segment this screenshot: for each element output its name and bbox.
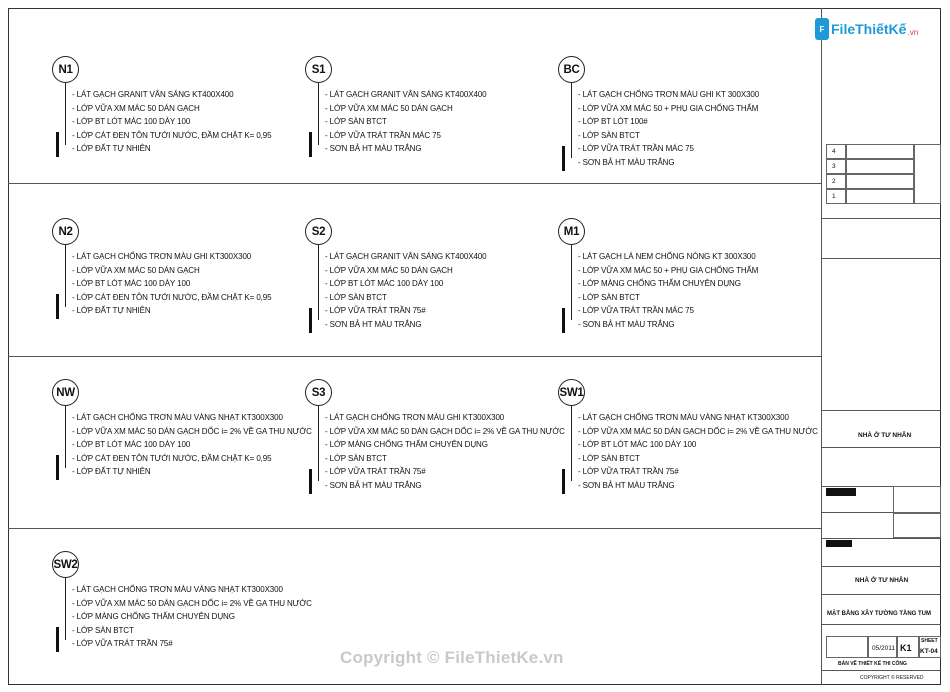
layer-line: - LỚP VỮA XM MÁC 50 DÁN GẠCH bbox=[72, 103, 200, 113]
leader-line bbox=[65, 83, 66, 145]
layer-list bbox=[72, 88, 272, 156]
layer-line: - LỚP BT LÓT MÁC 100 DÀY 100 bbox=[72, 117, 191, 126]
layer-line: - LỚP CÁT ĐEN TÔN TƯỚI NƯỚC, ĐẦM CHẶT K= 0,95 bbox=[72, 292, 272, 302]
leader-line bbox=[318, 245, 319, 320]
copyright-watermark: Copyright © FileThietKe.vn bbox=[340, 648, 564, 667]
layer-marker bbox=[562, 469, 565, 494]
layer-marker bbox=[309, 308, 312, 333]
drawing-date: 05/2011 bbox=[872, 645, 896, 652]
layer-line: - LỚP VỮA TRÁT TRẦN MÁC 75 bbox=[325, 130, 441, 140]
layer-line: - SƠN BẢ HT MÀU TRẮNG bbox=[578, 157, 675, 167]
spec-code-badge: N2 bbox=[52, 218, 79, 245]
layer-list bbox=[325, 88, 487, 156]
layer-list bbox=[72, 250, 272, 318]
drawing-title: MẶT BẰNG XÂY TƯỜNG TẦNG TUM bbox=[827, 611, 931, 617]
floor-spec-n2 bbox=[52, 218, 302, 328]
layer-list bbox=[578, 250, 758, 331]
layer-line: - LỚP BT LÓT 100# bbox=[578, 117, 648, 126]
layer-line: - LÁT GẠCH GRANIT VÂN SÁNG KT400X400 bbox=[325, 252, 487, 261]
design-stage: K1 bbox=[900, 643, 912, 653]
redacted-stamp bbox=[826, 488, 856, 496]
spec-code-badge: M1 bbox=[558, 218, 585, 245]
floor-spec-bc bbox=[558, 56, 808, 166]
layer-line: - LỚP VỮA XM MÁC 50 DÁN GẠCH bbox=[325, 103, 453, 113]
row-divider bbox=[8, 183, 821, 184]
layer-line: - LỚP CÁT ĐEN TÔN TƯỚI NƯỚC, ĐẦM CHẶT K= 0,95 bbox=[72, 130, 272, 140]
layer-list bbox=[325, 250, 487, 331]
layer-line: - SƠN BẢ HT MÀU TRẮNG bbox=[325, 319, 422, 329]
revision-number: 4 bbox=[832, 148, 836, 155]
layer-line: - LỚP VỮA XM MÁC 50 DÁN GẠCH bbox=[72, 265, 200, 275]
layer-line: - LỚP SÀN BTCT bbox=[325, 453, 387, 463]
row-divider bbox=[8, 528, 821, 529]
layer-marker bbox=[562, 146, 565, 171]
floor-spec-s2 bbox=[305, 218, 555, 328]
layer-line: - LỚP SÀN BTCT bbox=[325, 117, 387, 126]
layer-line: - LỚP MÀNG CHỐNG THẤM CHUYÊN DỤNG bbox=[325, 440, 488, 449]
project-name: NHÀ Ở TƯ NHÂN bbox=[858, 432, 912, 439]
leader-line bbox=[65, 406, 66, 468]
layer-line: - LỚP VỮA XM MÁC 50 DÁN GẠCH DỐC i= 2% VỀ GA THU NƯỚC bbox=[72, 598, 312, 608]
layer-line: - LỚP MÀNG CHỐNG THẤM CHUYÊN DỤNG bbox=[72, 612, 235, 621]
spec-code-badge: S1 bbox=[305, 56, 332, 83]
footer-note: BẢN VẼ THIẾT KẾ THI CÔNG bbox=[838, 661, 907, 667]
layer-line: - LỚP BT LÓT MÁC 100 DÀY 100 bbox=[72, 440, 191, 449]
layer-line: - LỚP BT LÓT MÁC 100 DÀY 100 bbox=[325, 279, 444, 288]
logo-suffix: .vn bbox=[907, 27, 919, 37]
floor-spec-sw1 bbox=[558, 379, 818, 490]
layer-marker bbox=[309, 132, 312, 157]
spec-code-badge: SW2 bbox=[52, 551, 79, 578]
revision-number: 2 bbox=[832, 178, 836, 185]
copyright-note: COPYRIGHT © RESERVED bbox=[860, 675, 924, 681]
leader-line bbox=[571, 406, 572, 481]
sheet-number: KT-04 bbox=[920, 648, 938, 655]
layer-line: - SƠN BẢ HT MÀU TRẮNG bbox=[578, 480, 675, 490]
redacted-stamp bbox=[826, 540, 852, 547]
layer-marker bbox=[56, 627, 59, 652]
revision-number: 3 bbox=[832, 163, 836, 170]
layer-list bbox=[72, 583, 312, 651]
layer-marker bbox=[56, 294, 59, 319]
floor-spec-nw bbox=[52, 379, 312, 489]
sheet-label: SHEET bbox=[921, 638, 938, 644]
floor-spec-n1 bbox=[52, 56, 302, 166]
leader-line bbox=[571, 245, 572, 320]
layer-line: - LỚP VỮA TRÁT TRẦN MÁC 75 bbox=[578, 144, 694, 153]
floor-spec-s1 bbox=[305, 56, 555, 166]
spec-code-badge: NW bbox=[52, 379, 79, 406]
logo-mark-icon: F bbox=[815, 18, 829, 40]
layer-line: - LỚP VỮA TRÁT TRẦN 75# bbox=[325, 306, 426, 315]
layer-line: - LỚP VỮA XM MÁC 50 + PHỤ GIA CHỐNG THẤM bbox=[578, 265, 759, 275]
layer-line: - LỚP VỮA TRÁT TRẦN MÁC 75 bbox=[578, 306, 694, 315]
layer-line: - LỚP VỮA XM MÁC 50 DÁN GẠCH DỐC i= 2% VỀ GA THU NƯỚC bbox=[72, 426, 312, 436]
spec-code-badge: S3 bbox=[305, 379, 332, 406]
revision-number: 1 bbox=[832, 193, 836, 200]
spec-code-badge: N1 bbox=[52, 56, 79, 83]
layer-line: - LỚP VỮA XM MÁC 50 DÁN GẠCH DỐC i= 2% VỀ GA THU NƯỚC bbox=[325, 426, 565, 436]
layer-line: - LỚP VỮA TRÁT TRẦN 75# bbox=[72, 639, 173, 648]
layer-line: - LÁT GẠCH CHỐNG TRƠN MÀU GHI KT 300X300 bbox=[578, 90, 760, 99]
layer-line: - LỚP BT LÓT MÁC 100 DÀY 100 bbox=[72, 279, 191, 288]
floor-spec-m1 bbox=[558, 218, 808, 328]
layer-line: - LỚP BT LÓT MÁC 100 DÀY 100 bbox=[578, 440, 697, 449]
layer-line: - LÁT GẠCH GRANIT VÂN SÁNG KT400X400 bbox=[325, 90, 487, 99]
floor-spec-sw2 bbox=[52, 551, 312, 661]
layer-line: - SƠN BẢ HT MÀU TRẮNG bbox=[325, 480, 422, 490]
layer-line: - LỚP SÀN BTCT bbox=[325, 292, 387, 302]
leader-line bbox=[571, 83, 572, 158]
layer-line: - LỚP SÀN BTCT bbox=[72, 625, 134, 635]
layer-line: - SƠN BẢ HT MÀU TRẮNG bbox=[325, 144, 422, 153]
layer-line: - LÁT GẠCH CHỐNG TRƠN MÀU VÀNG NHẠT KT300X300 bbox=[578, 413, 789, 422]
leader-line bbox=[318, 83, 319, 145]
layer-line: - LỚP ĐẤT TỰ NHIÊN bbox=[72, 467, 151, 476]
layer-line: - LỚP ĐẤT TỰ NHIÊN bbox=[72, 306, 151, 315]
layer-marker bbox=[56, 132, 59, 157]
layer-line: - SƠN BẢ HT MÀU TRẮNG bbox=[578, 319, 675, 329]
layer-line: - LỚP SÀN BTCT bbox=[578, 292, 640, 302]
layer-line: - LỚP VỮA TRÁT TRẦN 75# bbox=[578, 467, 679, 476]
layer-line: - LỚP ĐẤT TỰ NHIÊN bbox=[72, 144, 151, 153]
leader-line bbox=[65, 578, 66, 640]
layer-line: - LỚP VỮA TRÁT TRẦN 75# bbox=[325, 467, 426, 476]
floor-spec-s3 bbox=[305, 379, 565, 490]
layer-line: - LÁT GẠCH GRANIT VÂN SÁNG KT400X400 bbox=[72, 90, 234, 99]
row-divider bbox=[8, 356, 821, 357]
layer-list bbox=[578, 88, 759, 169]
layer-line: - LỚP VỮA XM MÁC 50 DÁN GẠCH DỐC i= 2% VỀ GA THU NƯỚC bbox=[578, 426, 818, 436]
layer-line: - LỚP SÀN BTCT bbox=[578, 453, 640, 463]
layer-line: - LÁT GẠCH LÁ NEM CHỐNG NÓNG KT 300X300 bbox=[578, 252, 756, 261]
logo-text: FileThiếtKế bbox=[831, 21, 907, 37]
layer-line: - LÁT GẠCH CHỐNG TRƠN MÀU GHI KT300X300 bbox=[72, 252, 252, 261]
layer-marker bbox=[56, 455, 59, 480]
layer-line: - LÁT GẠCH CHỐNG TRƠN MÀU GHI KT300X300 bbox=[325, 413, 505, 422]
spec-code-badge: BC bbox=[558, 56, 585, 83]
layer-line: - LỚP CÁT ĐEN TÔN TƯỚI NƯỚC, ĐẦM CHẶT K= 0,95 bbox=[72, 453, 272, 463]
layer-list bbox=[325, 411, 565, 492]
layer-line: - LỚP MÀNG CHỐNG THẤM CHUYÊN DỤNG bbox=[578, 279, 741, 288]
layer-line: - LỚP VỮA XM MÁC 50 DÁN GẠCH bbox=[325, 265, 453, 275]
layer-line: - LỚP VỮA XM MÁC 50 + PHỤ GIA CHỐNG THẤM bbox=[578, 103, 759, 113]
layer-line: - LỚP SÀN BTCT bbox=[578, 130, 640, 140]
title-block-divider bbox=[821, 8, 822, 685]
project-name-2: NHÀ Ở TƯ NHÂN bbox=[855, 577, 909, 584]
layer-list bbox=[72, 411, 312, 479]
leader-line bbox=[318, 406, 319, 481]
layer-list bbox=[578, 411, 818, 492]
site-logo bbox=[815, 14, 918, 44]
layer-marker bbox=[309, 469, 312, 494]
leader-line bbox=[65, 245, 66, 307]
layer-line: - LÁT GẠCH CHỐNG TRƠN MÀU VÀNG NHẠT KT300X300 bbox=[72, 585, 283, 594]
spec-code-badge: SW1 bbox=[558, 379, 585, 406]
layer-marker bbox=[562, 308, 565, 333]
spec-code-badge: S2 bbox=[305, 218, 332, 245]
layer-line: - LÁT GẠCH CHỐNG TRƠN MÀU VÀNG NHẠT KT300X300 bbox=[72, 413, 283, 422]
